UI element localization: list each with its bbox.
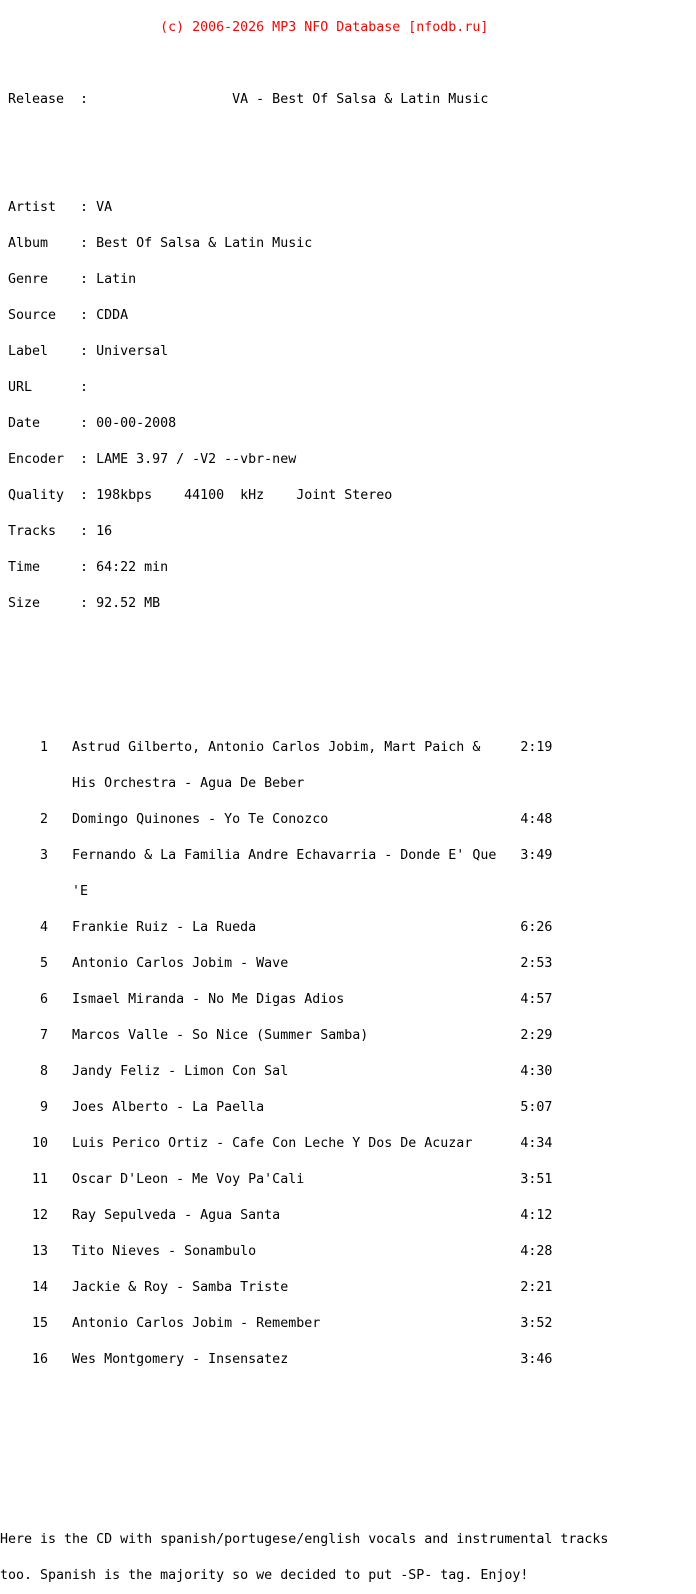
track-row: 1 Astrud Gilberto, Antonio Carlos Jobim, Mart Paich & 2:19 xyxy=(0,740,553,755)
nfo-line xyxy=(0,130,608,142)
nfo-line xyxy=(0,166,608,178)
nfo-line xyxy=(0,706,608,718)
tracks-field: Tracks : 16 xyxy=(0,524,113,539)
time-field: Time : 64:22 min xyxy=(0,560,169,575)
track-row: 12 Ray Sepulveda - Agua Santa 4:12 xyxy=(0,1208,553,1223)
track-row-continued: His Orchestra - Agua De Beber xyxy=(0,776,305,791)
release-line: Release : VA - Best Of Salsa & Latin Music xyxy=(0,92,489,107)
notes-line: Here is the CD with spanish/portugese/english vocals and instrumental tracks xyxy=(0,1532,609,1547)
quality-field: Quality : 198kbps 44100 kHz Joint Stereo xyxy=(0,488,393,503)
track-row: 15 Antonio Carlos Jobim - Remember 3:52 xyxy=(0,1316,553,1331)
notes-line: too. Spanish is the majority so we decided to put -SP- tag. Enjoy! xyxy=(0,1568,529,1583)
encoder-field: Encoder : LAME 3.97 / -V2 --vbr-new xyxy=(0,452,297,467)
track-row-continued: 'E xyxy=(0,884,89,899)
track-row: 16 Wes Montgomery - Insensatez 3:46 xyxy=(0,1352,553,1367)
track-row: 13 Tito Nieves - Sonambulo 4:28 xyxy=(0,1244,553,1259)
track-row: 2 Domingo Quinones - Yo Te Conozco 4:48 xyxy=(0,812,553,827)
label-field: Label : Universal xyxy=(0,344,169,359)
nfo-line xyxy=(0,1426,608,1438)
date-field: Date : 00-00-2008 xyxy=(0,416,177,431)
nfo-line xyxy=(0,1462,608,1474)
size-field: Size : 92.52 MB xyxy=(0,596,161,611)
nfo-line xyxy=(0,670,608,682)
track-row: 3 Fernando & La Familia Andre Echavarria - Donde E' Que 3:49 xyxy=(0,848,553,863)
track-row: 9 Joes Alberto - La Paella 5:07 xyxy=(0,1100,553,1115)
nfo-line xyxy=(0,634,608,646)
url-field: URL : xyxy=(0,380,89,395)
nfo-line xyxy=(0,58,608,70)
artist-field: Artist : VA xyxy=(0,200,113,215)
track-row: 14 Jackie & Roy - Samba Triste 2:21 xyxy=(0,1280,553,1295)
track-row: 6 Ismael Miranda - No Me Digas Adios 4:57 xyxy=(0,992,553,1007)
track-row: 8 Jandy Feliz - Limon Con Sal 4:30 xyxy=(0,1064,553,1079)
track-row: 4 Frankie Ruiz - La Rueda 6:26 xyxy=(0,920,553,935)
nfo-line xyxy=(0,1498,608,1510)
album-field: Album : Best Of Salsa & Latin Music xyxy=(0,236,313,251)
track-row: 10 Luis Perico Ortiz - Cafe Con Leche Y Dos De Acuzar 4:34 xyxy=(0,1136,553,1151)
source-field: Source : CDDA xyxy=(0,308,129,323)
track-row: 5 Antonio Carlos Jobim - Wave 2:53 xyxy=(0,956,553,971)
nfo-line xyxy=(0,1390,608,1402)
genre-field: Genre : Latin xyxy=(0,272,137,287)
track-row: 11 Oscar D'Leon - Me Voy Pa'Cali 3:51 xyxy=(0,1172,553,1187)
nfo-copyright-header: (c) 2006-2026 MP3 NFO Database [nfodb.ru] xyxy=(0,20,489,35)
track-row: 7 Marcos Valle - So Nice (Summer Samba) 2:29 xyxy=(0,1028,553,1043)
